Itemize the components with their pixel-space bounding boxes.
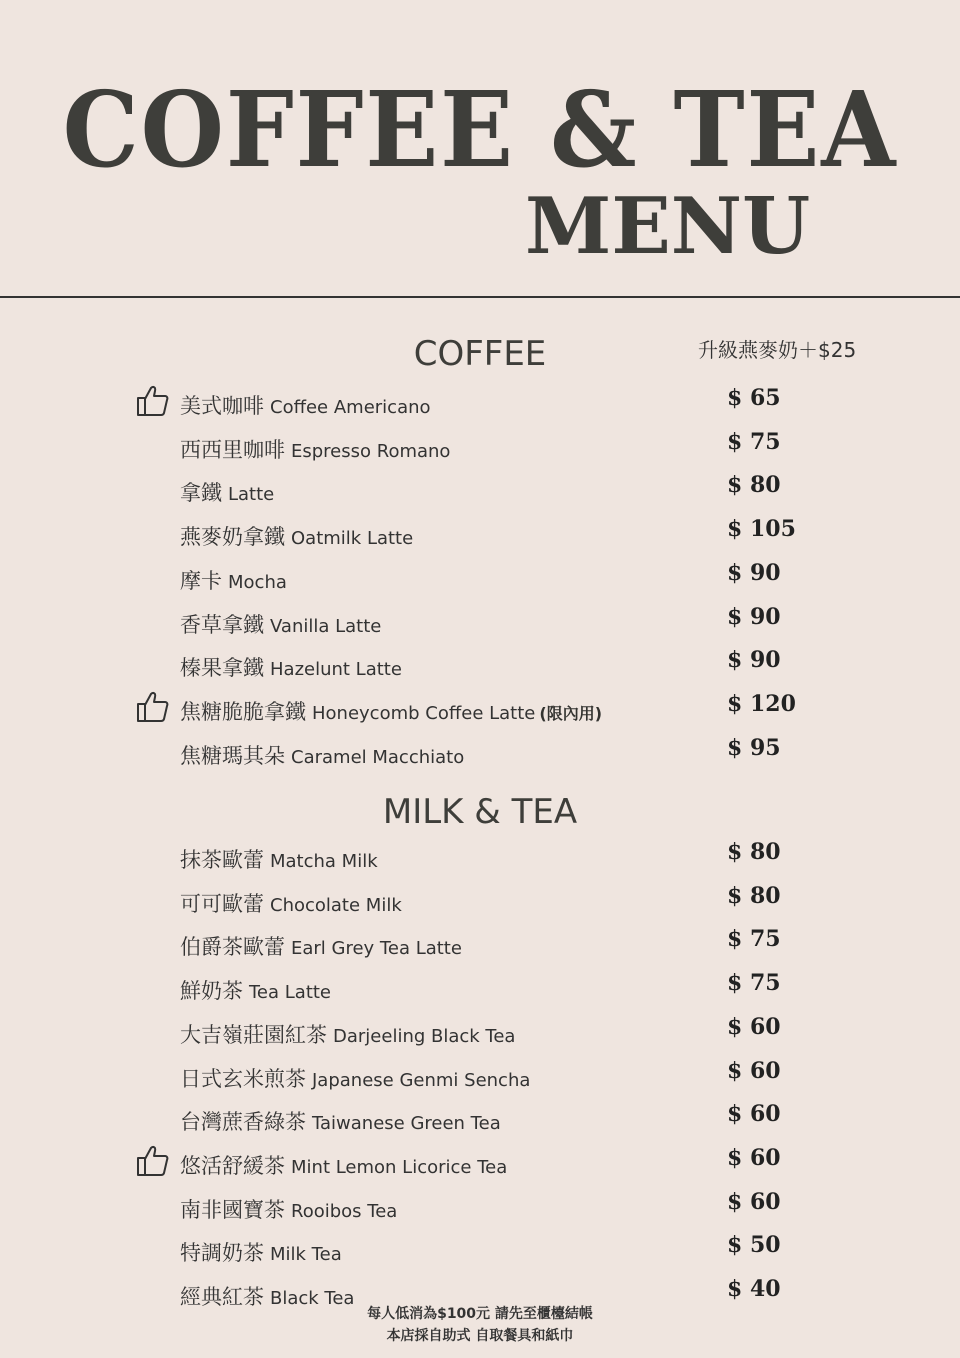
menu-item-name-zh: 焦糖脆脆拿鐵 xyxy=(180,699,306,724)
menu-item-name-zh: 榛果拿鐵 xyxy=(180,656,264,681)
footer-line-self-service: 本店採自助式 自取餐具和紙巾 xyxy=(386,1328,574,1344)
menu-item-price: $ 60 xyxy=(727,1188,781,1215)
menu-item-price: $ 90 xyxy=(727,603,781,630)
menu-item-name-zh: 日式玄米煎茶 xyxy=(180,1066,306,1091)
menu-item-name-zh: 可可歐蕾 xyxy=(180,891,264,916)
menu-item-price: $ 80 xyxy=(727,839,781,865)
menu-item-name-en: Vanilla Latte xyxy=(270,615,382,637)
menu-item-name-en: Oatmilk Latte xyxy=(291,528,414,550)
menu-item-name-en: Honeycomb Coffee Latte xyxy=(312,702,536,724)
menu-item-price: $ 60 xyxy=(727,1101,781,1128)
menu-item-name-zh: 美式咖啡 xyxy=(180,394,264,418)
thumbs-up-icon xyxy=(136,1144,170,1178)
footer-notes xyxy=(0,1303,960,1347)
menu-item-note: (限內用) xyxy=(539,703,603,723)
menu-item-price: $ 60 xyxy=(727,1013,781,1040)
menu-item-name-zh: 摩卡 xyxy=(180,568,222,593)
menu-item-price: $ 90 xyxy=(727,647,781,674)
menu-item-name-en: Hazelunt Latte xyxy=(270,659,402,681)
menu-title-line1: COFFEE & TEA xyxy=(62,68,898,191)
menu-title-line2: MENU xyxy=(525,181,811,272)
menu-item-name-en: Chocolate Milk xyxy=(270,894,402,916)
menu-item-price: $ 60 xyxy=(727,1144,781,1171)
menu-item-price: $ 75 xyxy=(727,428,781,455)
menu-item-name-en: Taiwanese Green Tea xyxy=(312,1113,501,1135)
menu-item-name-zh: 大吉嶺莊園紅茶 xyxy=(180,1022,327,1047)
menu-item-name-zh: 香草拿鐵 xyxy=(180,612,264,637)
menu-item-name-en: Tea Latte xyxy=(249,982,332,1004)
menu-item-name-zh: 伯爵茶歐蕾 xyxy=(180,935,285,960)
menu-item-name-en: Darjeeling Black Tea xyxy=(333,1025,516,1047)
menu-item-name-zh: 燕麥奶拿鐵 xyxy=(180,525,285,550)
menu-item-price: $ 75 xyxy=(727,926,781,953)
menu-item-name-zh: 台灣蔗香綠茶 xyxy=(180,1110,306,1135)
thumbs-up-icon xyxy=(136,384,170,418)
menu-item-price: $ 90 xyxy=(727,559,781,586)
menu-item-name-en: Latte xyxy=(228,484,275,506)
menu-item-price: $ 75 xyxy=(727,970,781,997)
menu-item-name-en: Japanese Genmi Sencha xyxy=(312,1069,531,1091)
menu-item-price: $ 80 xyxy=(727,472,781,499)
menu-item-name-zh: 拿鐵 xyxy=(180,481,222,506)
menu-item-price: $ 80 xyxy=(727,882,781,909)
menu-item-price: $ 60 xyxy=(727,1057,781,1084)
menu-item-name-en: Mint Lemon Licorice Tea xyxy=(291,1156,508,1178)
menu-item-name-en: Coffee Americano xyxy=(270,397,431,418)
menu-item-name-zh: 南非國寶茶 xyxy=(180,1197,285,1222)
oatmilk-upgrade-note: 升級燕麥奶＋$25 xyxy=(698,338,857,362)
menu-item-name-en: Caramel Macchiato xyxy=(291,746,465,768)
menu-item-name-zh: 悠活舒緩茶 xyxy=(180,1153,285,1178)
menu-item-name-en: Matcha Milk xyxy=(270,851,378,872)
menu-item-name-en: Rooibos Tea xyxy=(291,1200,398,1222)
menu-item-price: $ 105 xyxy=(727,516,796,543)
coffee-section-title: COFFEE xyxy=(413,334,547,374)
thumbs-up-icon xyxy=(136,690,170,724)
menu-item-name-en: Milk Tea xyxy=(270,1244,342,1266)
menu-item-name-en: Mocha xyxy=(228,571,287,593)
menu-item-price: $ 120 xyxy=(727,690,796,717)
menu-item-name-en: Earl Grey Tea Latte xyxy=(291,938,462,960)
menu-item-name-zh: 鮮奶茶 xyxy=(180,979,243,1004)
menu-item-price: $ 65 xyxy=(727,385,781,411)
header-divider xyxy=(0,296,960,298)
menu-item-name-en: Espresso Romano xyxy=(291,440,451,462)
menu-item-name-zh: 焦糖瑪其朵 xyxy=(180,743,285,768)
menu-item-price: $ 50 xyxy=(727,1232,781,1259)
milk-tea-section-title: MILK & TEA xyxy=(382,792,578,832)
menu-item-price: $ 95 xyxy=(727,734,781,761)
menu-item-name-zh: 特調奶茶 xyxy=(180,1241,264,1266)
footer-line-minimum-charge: 每人低消為$100元 請先至櫃檯結帳 xyxy=(367,1306,593,1322)
menu-item-name-zh: 抹茶歐蕾 xyxy=(180,848,264,872)
menu-item-name-en: Black Tea xyxy=(270,1288,355,1309)
menu-item-name-zh: 經典紅茶 xyxy=(180,1285,264,1309)
menu-item-price: $ 40 xyxy=(727,1276,781,1302)
menu-item-name-zh: 西西里咖啡 xyxy=(180,437,285,462)
